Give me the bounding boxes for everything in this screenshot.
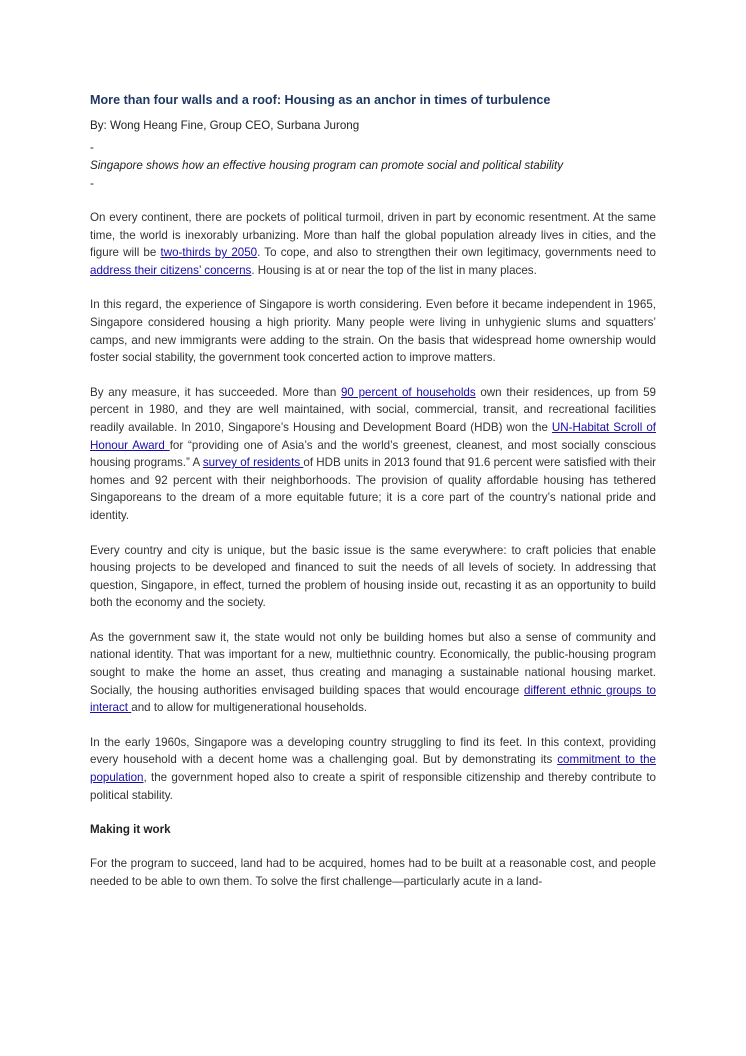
- article-body: [90, 92, 656, 890]
- paragraph-1-text-c: . Housing is at or near the top of the list in many places.: [251, 263, 537, 277]
- paragraph-5-text-b: and to allow for multigenerational households.: [131, 701, 368, 715]
- link-un-habitat-award[interactable]: UN-Habitat Scroll of Honour Award: [90, 420, 656, 452]
- paragraph-6: [90, 734, 656, 804]
- link-survey-of-residents[interactable]: survey of residents: [202, 456, 304, 470]
- link-commitment-to-population[interactable]: commitment to the population: [90, 753, 656, 785]
- paragraph-1-text-a: On every continent, there are pockets of political turmoil, driven in part by economic resentment. At the same time, the world is inexorably urbanizing. More than half the global population already lives in cities, and the figure will be: [90, 211, 656, 260]
- paragraph-3-text-a: By any measure, it has succeeded. More than: [90, 385, 341, 399]
- section-heading-making-it-work: Making it work: [90, 823, 171, 837]
- separator-dash-top: -: [90, 141, 94, 154]
- paragraph-2: In this regard, the experience of Singapore is worth considering. Even before it became independent in 1965, Singapore considered housing a high priority. Many people were living in unhygienic slums and squatters’ camps, and new immigrants were adding to the strain. On the basis that widespread home ownership would foster social stability, the government took concerted action to improve matters.: [90, 298, 656, 365]
- paragraph-5-text-a: As the government saw it, the state would not only be building homes but also a sense of community and national identity. That was important for a new, multiethnic country. Economically, the public-housing program sought to make the home an asset, thus creating and managing a sustainable national housing market. Socially, the housing authorities envisaged building spaces that would encourage: [90, 630, 656, 697]
- separator-dash-bottom: -: [90, 177, 94, 190]
- article-byline: By: Wong Heang Fine, Group CEO, Surbana Jurong: [90, 119, 360, 132]
- link-two-thirds-by-2050[interactable]: two-thirds by 2050: [160, 246, 258, 260]
- paragraph-7: For the program to succeed, land had to be acquired, homes had to be built at a reasonable cost, and people needed to be able to own them. To solve the first challenge—particularly acute in a land-: [90, 857, 656, 888]
- link-different-ethnic-groups[interactable]: different ethnic groups to interact: [90, 683, 656, 715]
- paragraph-3: [90, 384, 656, 525]
- paragraph-1: [90, 209, 656, 279]
- paragraph-4: Every country and city is unique, but the basic issue is the same everywhere: to craft policies that enable housing projects to be developed and financed to suit the needs of all levels of society. In addressing that question, Singapore, in effect, turned the problem of housing inside out, recasting it as an opportunity to build both the economy and the society.: [90, 543, 656, 610]
- paragraph-3-text-d: of HDB units in 2013 found that 91.6 percent were satisfied with their homes and 92 percent with their neighborhoods. The provision of quality affordable housing has tethered Singaporeans to the dream of a more equitable future; it is a core part of the country’s national pride and identity.: [90, 456, 657, 522]
- article-subtitle: Singapore shows how an effective housing program can promote social and political stability: [90, 159, 564, 172]
- link-address-citizens-concerns[interactable]: address their citizens’ concerns: [90, 263, 252, 277]
- link-90-percent-of-households[interactable]: 90 percent of households: [340, 385, 476, 399]
- paragraph-1-text-b: . To cope, and also to strengthen their own legitimacy, governments need to: [257, 246, 656, 260]
- paragraph-6-text-b: , the government hoped also to create a spirit of responsible citizenship and thereby contribute to political stability.: [90, 771, 656, 802]
- article-title: More than four walls and a roof: Housing as an anchor in times of turbulence: [90, 93, 551, 107]
- paragraph-3-text-c: for “providing one of Asia’s and the world’s greenest, cleanest, and most socially conscious housing programs.” A: [90, 438, 656, 470]
- paragraph-5: [90, 629, 656, 717]
- paragraph-6-text-a: In the early 1960s, Singapore was a developing country struggling to find its feet. In this context, providing every household with a decent home was a challenging goal. But by demonstrating its: [90, 735, 656, 767]
- paragraph-3-text-b: own their residences, up from 59 percent in 1980, and they are well maintained, with social, commercial, transit, and recreational facilities readily available. In 2010, Singapore’s Housing and Development Board (HDB) won the: [90, 385, 656, 434]
